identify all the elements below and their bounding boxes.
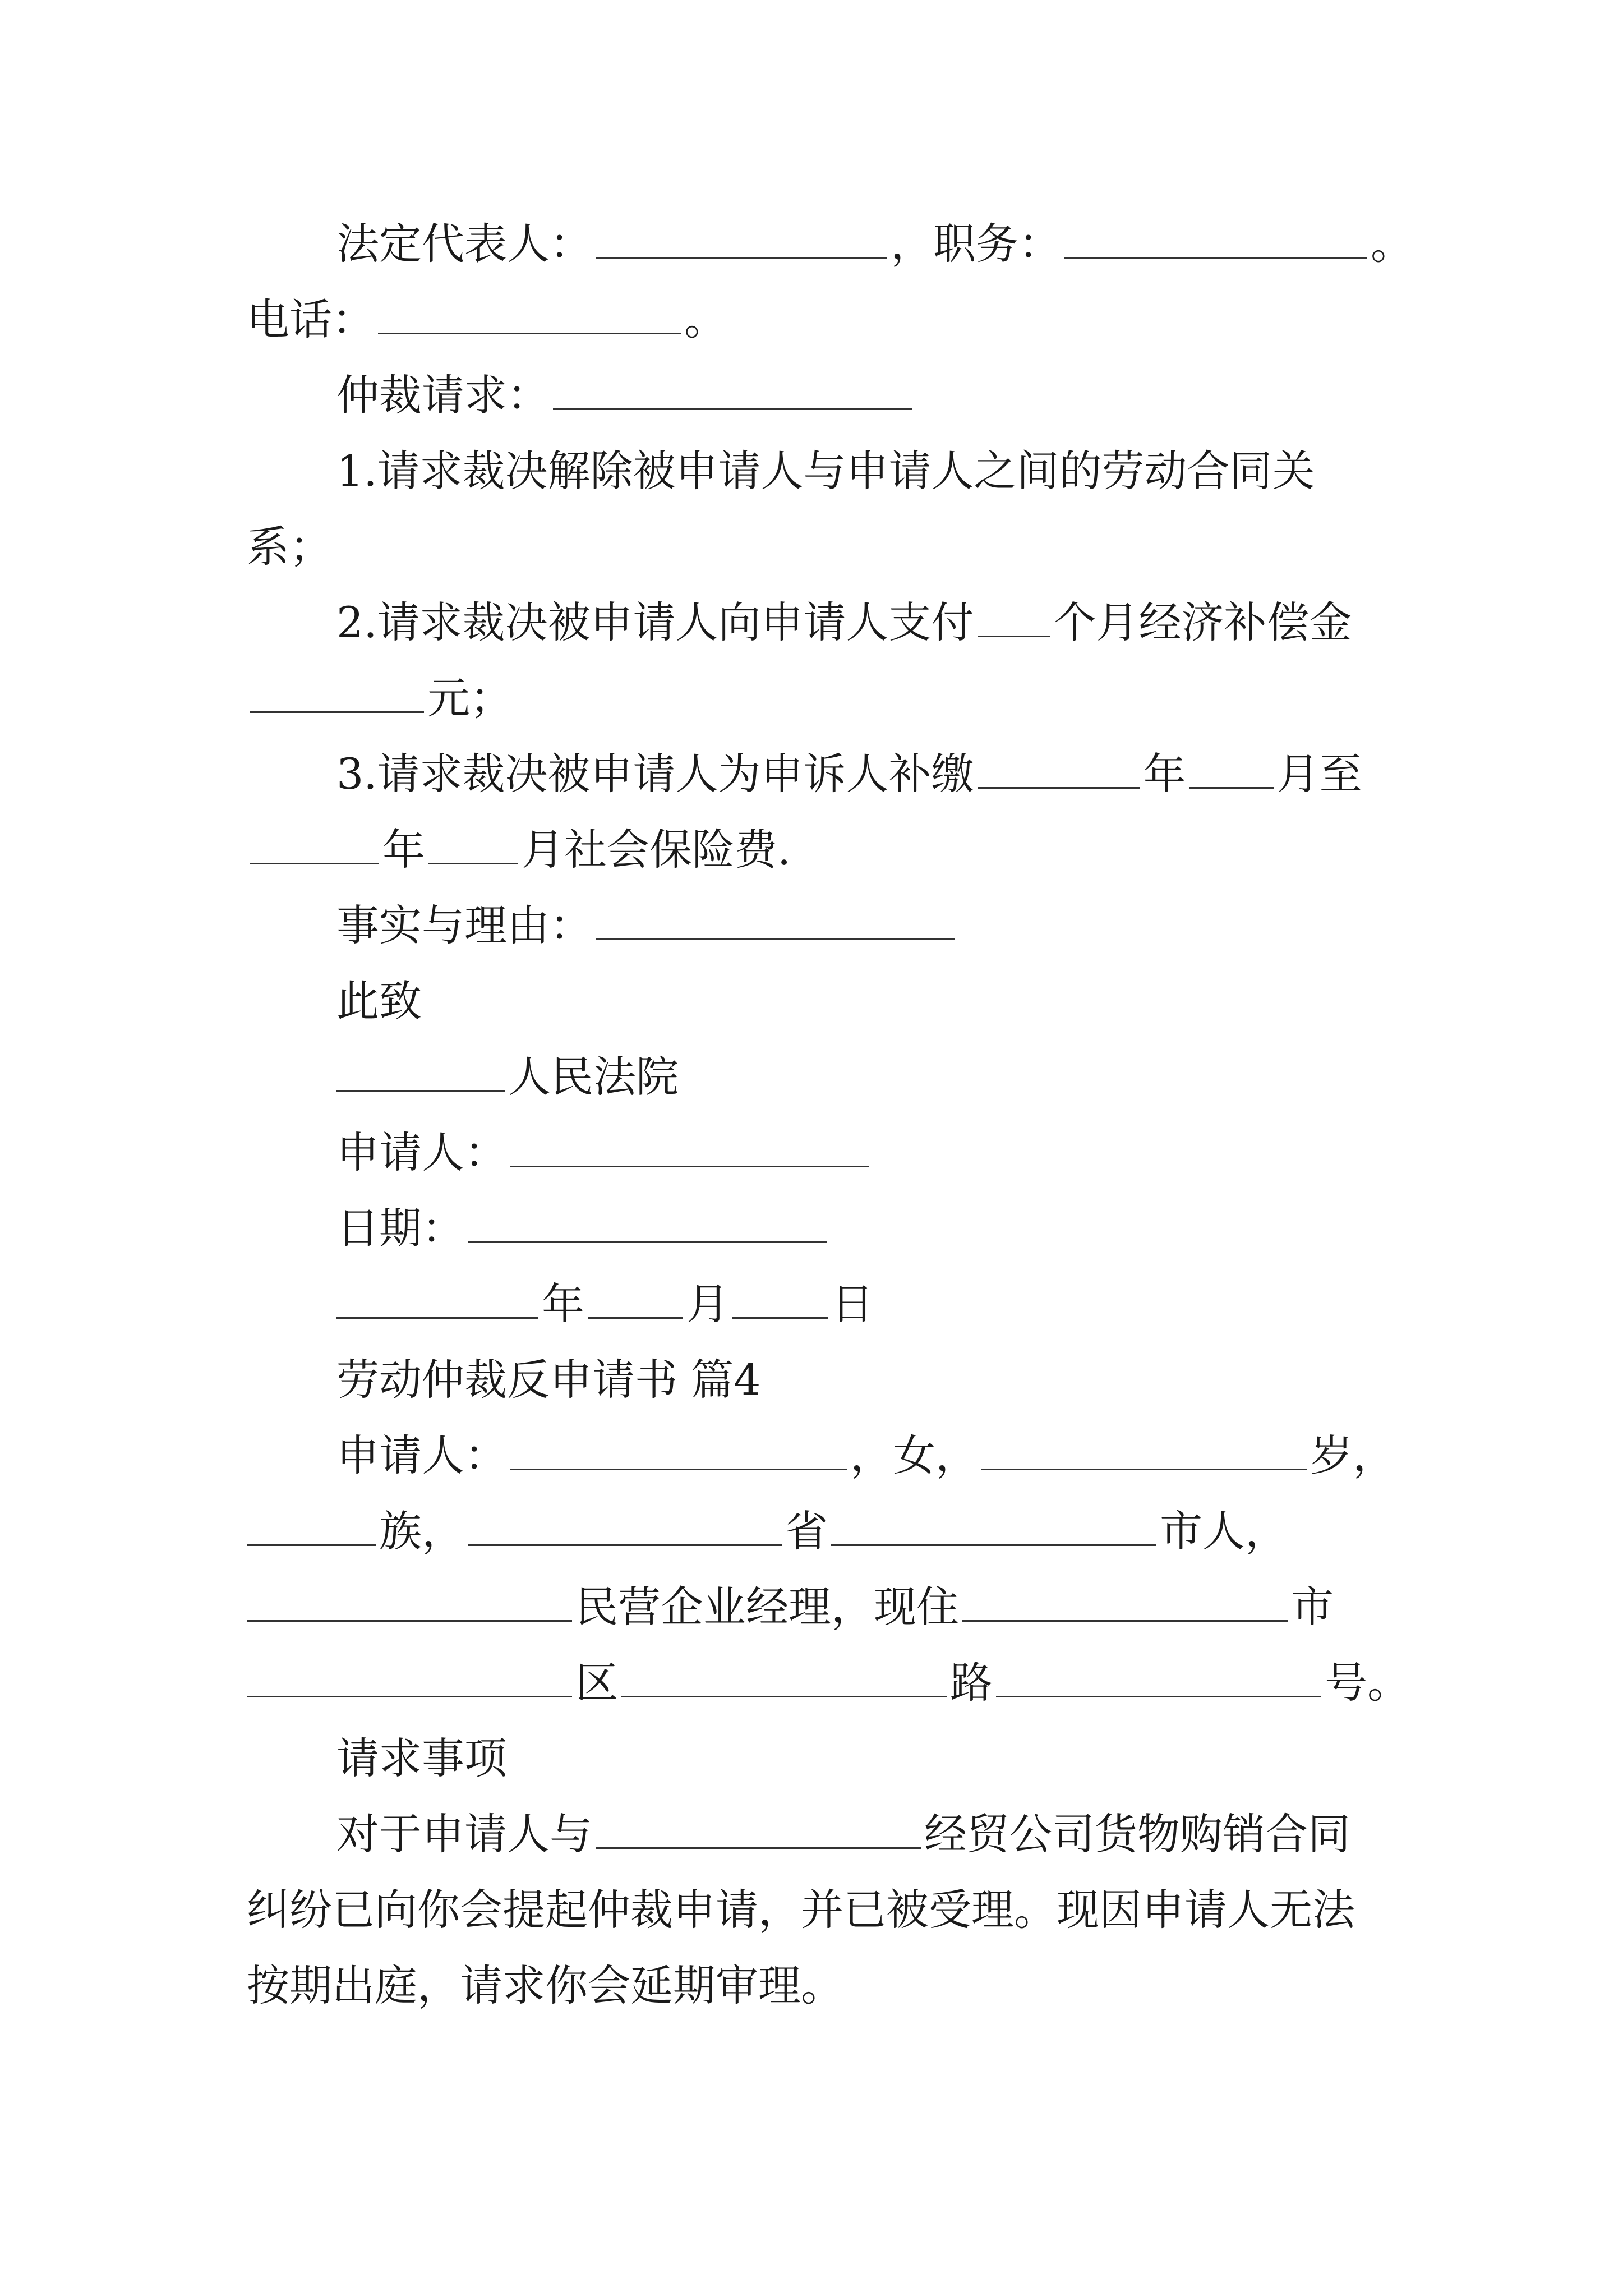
blank-line (1189, 787, 1274, 789)
request-item-1-cont: 系； (247, 522, 332, 572)
blank-line (996, 1696, 1321, 1697)
blank-line (247, 1544, 376, 1546)
applicant-signature-line: 申请人： (336, 1125, 873, 1181)
blank-line (510, 1166, 869, 1167)
facts-line: 事实与理由： (336, 898, 958, 954)
applicant-origin-line: 族， 省 市人， (247, 1503, 1288, 1559)
blank-line (978, 787, 1140, 789)
blank-line (336, 1090, 505, 1092)
blank-line (468, 1241, 827, 1243)
request-item-1: 1.请求裁决解除被申请人与申请人之间的劳动合同关 (336, 446, 1315, 496)
blank-line (428, 863, 518, 864)
request-body-line-1: 对于申请人与 经贸公司货物购销合同 (336, 1809, 1350, 1859)
request-item-3: 3.请求裁决被申请人为申诉人补缴 年 月至 (336, 749, 1362, 799)
request-matters-heading: 请求事项 (336, 1733, 507, 1783)
blank-line (378, 333, 681, 334)
request-item-3-cont: 年 月社会保险费. (247, 822, 791, 878)
blank-line (621, 1696, 947, 1697)
blank-line (336, 1317, 538, 1319)
blank-line (247, 1696, 572, 1697)
applicant-address-line: 区 路 号。 (247, 1655, 1410, 1711)
blank-line (981, 1469, 1307, 1470)
blank-line (588, 1317, 683, 1319)
date-fields-line: 年 月 日 (336, 1276, 874, 1332)
blank-line (596, 257, 887, 259)
legal-rep-line: 法定代表人： ，职务： 。 (336, 219, 1413, 269)
blank-line (468, 1544, 782, 1546)
arbitration-request-line: 仲裁请求： (336, 367, 915, 424)
blank-line (250, 711, 424, 713)
request-item-2-cont: 元； (247, 670, 513, 726)
court-line: 人民法院 (336, 1049, 679, 1105)
blank-line (962, 1620, 1288, 1622)
phone-line: 电话： 。 (247, 295, 727, 344)
request-item-2: 2.请求裁决被申请人向申请人支付 个月经济补偿金 (336, 597, 1352, 647)
section-heading: 劳动仲裁反申请书 篇4 (336, 1355, 761, 1405)
request-body-line-2: 纠纷已向你会提起仲裁申请，并已被受理。现因申请人无法 (247, 1885, 1355, 1935)
blank-line (553, 408, 912, 410)
date-line: 日期： (336, 1200, 830, 1257)
blank-line (978, 636, 1050, 637)
blank-line (831, 1544, 1156, 1546)
blank-line (732, 1317, 828, 1319)
blank-line (596, 938, 955, 940)
applicant-occupation-line: 民营企业经理，现住 市 (247, 1579, 1334, 1635)
salutation: 此致 (336, 976, 422, 1026)
blank-line (510, 1469, 847, 1470)
blank-line (596, 1847, 921, 1849)
blank-line (1064, 257, 1367, 259)
blank-line (250, 863, 379, 864)
applicant-info-line: 申请人： ，女， 岁， (336, 1430, 1395, 1480)
request-body-line-3: 按期出庭，请求你会延期审理。 (247, 1961, 843, 2010)
blank-line (247, 1620, 572, 1622)
